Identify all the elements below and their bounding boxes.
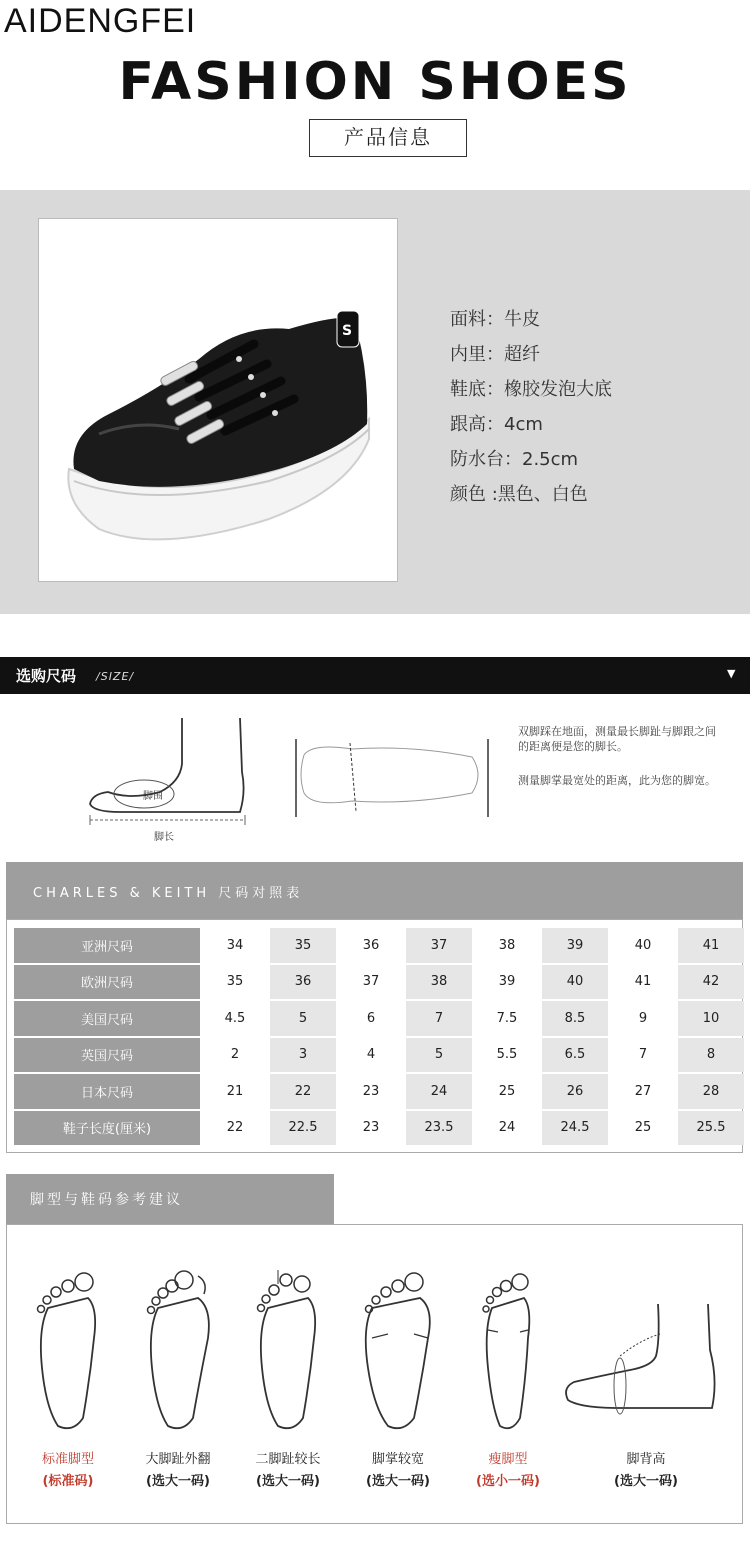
size-table-row [14,965,744,1000]
size-section-subtitle: /SIZE/ [96,670,135,683]
measure-note-width: 测量脚掌最宽处的距离，此为您的脚宽。 [518,774,716,787]
spec-material: 面料：牛皮 [450,309,540,330]
size-cell: 24.5 [542,1111,608,1146]
size-cell: 8.5 [542,1001,608,1036]
measure-note-length: 双脚踩在地面，测量最长脚趾与脚跟之间的距离便是您的脚长。 [518,725,716,753]
size-row-label: 亚洲尺码 [14,928,200,963]
size-cell: 35 [270,928,336,963]
high-instep-foot-icon [560,1300,725,1430]
section-title-product-info: 产品信息 [309,119,467,157]
size-cell: 22 [270,1074,336,1109]
foot-type-size-tip: (选大一码) [366,1474,430,1489]
size-cell: 6 [338,1001,404,1036]
size-cell: 34 [202,928,268,963]
headline: FASHION SHOES [118,52,632,112]
size-cell: 36 [338,928,404,963]
size-table-row [14,1038,744,1073]
size-table-row [14,1074,744,1109]
foot-side-diagram [80,712,260,842]
brand-name: AIDENGFEI [4,2,197,40]
foot-type-size-tip: (选大一码) [146,1474,210,1489]
foot-type-size-tip: (标准码) [42,1474,94,1489]
size-table [12,926,746,1147]
size-cell: 40 [610,928,676,963]
size-cell: 5 [270,1001,336,1036]
size-cell: 38 [474,928,540,963]
size-cell: 41 [678,928,744,963]
size-cell: 40 [542,965,608,1000]
size-cell: 35 [202,965,268,1000]
advice-title: 脚型与鞋码参考建议 [30,1192,183,1208]
size-section-title: 选购尺码 [16,667,77,685]
foot-type-size-tip: (选小一码) [476,1474,540,1489]
product-photo [38,218,398,582]
size-cell: 37 [406,928,472,963]
size-cell: 5.5 [474,1038,540,1073]
size-cell: 8 [678,1038,744,1073]
size-table-row [14,1001,744,1036]
size-cell: 2 [202,1038,268,1073]
size-table-title: CHARLES & KEITH 尺码对照表 [33,886,304,901]
label-foot-length: 脚长 [154,832,174,843]
size-cell: 4.5 [202,1001,268,1036]
size-cell: 5 [406,1038,472,1073]
size-cell: 4 [338,1038,404,1073]
narrow-foot-icon [468,1268,548,1433]
size-cell: 25 [610,1111,676,1146]
bunion-foot-icon [138,1268,218,1433]
size-cell: 10 [678,1001,744,1036]
size-cell: 26 [542,1074,608,1109]
foot-type-size-tip: (选大一码) [256,1474,320,1489]
foot-type-name: 脚背高 [626,1452,666,1467]
foot-type-name: 瘦脚型 [488,1452,528,1467]
size-cell: 39 [474,965,540,1000]
spec-heel-height: 跟高：4cm [450,414,543,435]
spec-lining: 内里：超纤 [450,344,540,365]
size-cell: 9 [610,1001,676,1036]
size-cell: 24 [474,1111,540,1146]
sneaker-illustration [39,219,399,583]
size-cell: 22 [202,1111,268,1146]
size-cell: 22.5 [270,1111,336,1146]
size-cell: 37 [338,965,404,1000]
spec-colors: 颜色 :黑色、白色 [450,484,588,505]
wide-foot-icon [358,1268,438,1433]
size-row-label: 英国尺码 [14,1038,200,1073]
size-cell: 28 [678,1074,744,1109]
foot-type-name: 脚掌较宽 [371,1452,424,1467]
size-cell: 7 [406,1001,472,1036]
foot-type-size-tip: (选大一码) [614,1474,678,1489]
size-cell: 23 [338,1074,404,1109]
size-cell: 36 [270,965,336,1000]
size-cell: 23 [338,1111,404,1146]
size-cell: 25 [474,1074,540,1109]
spec-platform: 防水台：2.5cm [450,449,579,470]
size-cell: 39 [542,928,608,963]
size-table-row [14,1111,744,1146]
size-cell: 7.5 [474,1001,540,1036]
size-cell: 3 [270,1038,336,1073]
long-second-toe-foot-icon [248,1268,328,1433]
svg-text:S: S [342,323,353,339]
size-cell: 23.5 [406,1111,472,1146]
size-table-row [14,928,744,963]
foot-type-name: 二脚趾较长 [255,1452,321,1467]
size-cell: 25.5 [678,1111,744,1146]
label-instep: 脚围 [143,791,163,802]
size-row-label: 欧洲尺码 [14,965,200,1000]
foot-top-diagram [292,735,492,825]
size-cell: 24 [406,1074,472,1109]
size-cell: 7 [610,1038,676,1073]
caret-down-icon: ▼ [727,667,736,680]
size-cell: 27 [610,1074,676,1109]
size-cell: 42 [678,965,744,1000]
size-cell: 21 [202,1074,268,1109]
size-cell: 38 [406,965,472,1000]
size-cell: 6.5 [542,1038,608,1073]
size-row-label: 日本尺码 [14,1074,200,1109]
size-row-label: 鞋子长度(厘米) [14,1111,200,1146]
foot-type-name: 大脚趾外翻 [145,1452,211,1467]
foot-type-name: 标准脚型 [41,1452,94,1467]
size-cell: 41 [610,965,676,1000]
standard-foot-icon [28,1268,108,1433]
spec-sole: 鞋底：橡胶发泡大底 [450,379,612,400]
size-row-label: 美国尺码 [14,1001,200,1036]
